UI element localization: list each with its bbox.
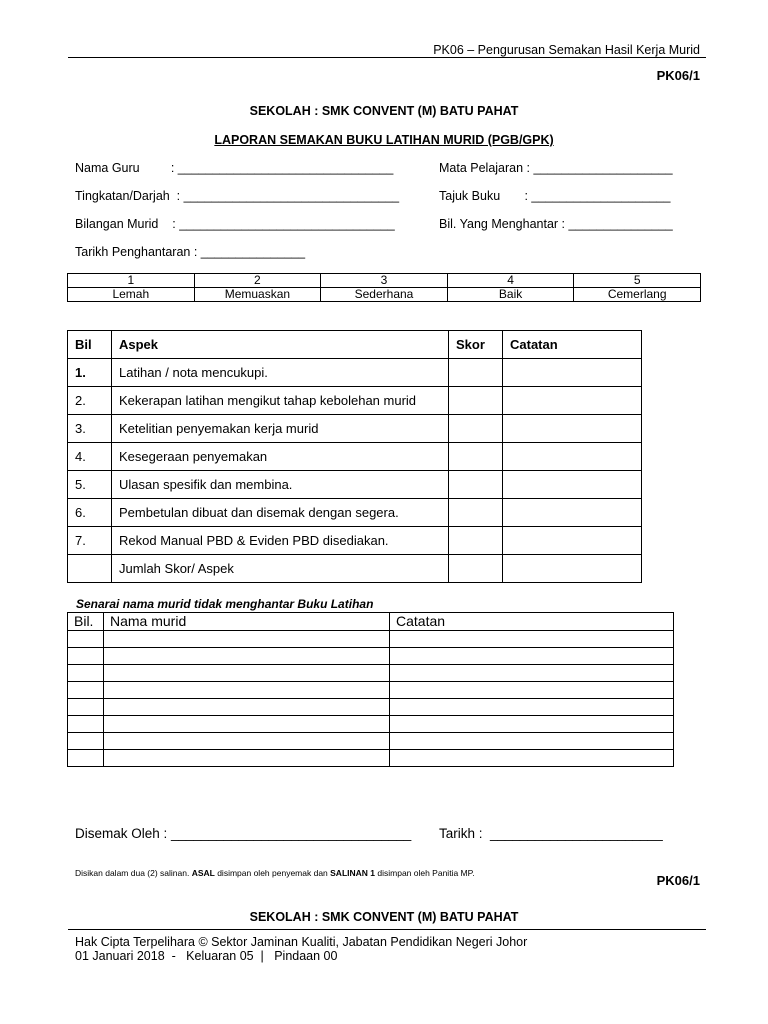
nama-cell[interactable]	[104, 648, 390, 665]
row-bil: 7.	[68, 527, 112, 555]
score-cell[interactable]	[449, 359, 503, 387]
col-header-bil: Bil	[68, 331, 112, 359]
total-catatan-cell[interactable]	[503, 555, 642, 583]
report-title: LAPORAN SEMAKAN BUKU LATIHAN MURID (PGB/GPK)	[214, 133, 554, 147]
catatan-cell[interactable]	[503, 471, 642, 499]
table-row	[68, 527, 642, 555]
catatan-cell[interactable]	[390, 750, 674, 767]
bil-cell[interactable]	[68, 699, 104, 716]
catatan-cell[interactable]	[390, 699, 674, 716]
students-header-row	[68, 613, 674, 631]
table-row	[68, 648, 674, 665]
note-text: Disikan dalam dua (2) salinan.	[75, 868, 192, 878]
nama-cell[interactable]	[104, 733, 390, 750]
disemak-oleh-field[interactable]: Disemak Oleh : ________________________________	[75, 826, 412, 841]
bil-cell[interactable]	[68, 665, 104, 682]
tajuk-buku-field[interactable]: Tajuk Buku : ____________________	[439, 189, 671, 203]
row-aspek: Ulasan spesifik dan membina.	[112, 471, 449, 499]
scale-number: 3	[321, 274, 448, 288]
row-bil: 1.	[68, 359, 112, 387]
score-cell[interactable]	[449, 527, 503, 555]
scale-label: Lemah	[68, 288, 195, 302]
table-row	[68, 499, 642, 527]
students-table	[67, 612, 674, 767]
catatan-cell[interactable]	[390, 682, 674, 699]
nama-cell[interactable]	[104, 716, 390, 733]
score-cell[interactable]	[449, 499, 503, 527]
note-asal: ASAL	[191, 868, 215, 878]
score-cell[interactable]	[449, 415, 503, 443]
nama-guru-field[interactable]: Nama Guru : _______________________________	[75, 161, 394, 175]
table-row	[68, 716, 674, 733]
bil-cell[interactable]	[68, 716, 104, 733]
table-row	[68, 387, 642, 415]
catatan-cell[interactable]	[503, 359, 642, 387]
release-info: 01 Januari 2018 - Keluaran 05 | Pindaan 00	[75, 949, 338, 963]
nama-cell[interactable]	[104, 631, 390, 648]
scale-number: 4	[447, 274, 574, 288]
catatan-cell[interactable]	[503, 499, 642, 527]
row-aspek: Rekod Manual PBD & Eviden PBD disediakan.	[112, 527, 449, 555]
bil-cell[interactable]	[68, 648, 104, 665]
form-code: PK06/1	[656, 68, 700, 83]
col-header-bil: Bil.	[68, 613, 104, 631]
tarikh-penghantaran-field[interactable]: Tarikh Penghantaran : _______________	[75, 245, 306, 259]
note-text: disimpan oleh Panitia MP.	[375, 868, 475, 878]
row-aspek: Pembetulan dibuat dan disemak dengan segera.	[112, 499, 449, 527]
total-label: Jumlah Skor/ Aspek	[112, 555, 449, 583]
nama-cell[interactable]	[104, 699, 390, 716]
table-row	[68, 415, 642, 443]
bil-cell[interactable]	[68, 682, 104, 699]
row-bil: 6.	[68, 499, 112, 527]
col-header-catatan: Catatan	[503, 331, 642, 359]
bil-menghantar-field[interactable]: Bil. Yang Menghantar : _______________	[439, 217, 673, 231]
score-cell[interactable]	[449, 443, 503, 471]
table-row	[68, 699, 674, 716]
table-row	[68, 733, 674, 750]
catatan-cell[interactable]	[390, 665, 674, 682]
score-cell[interactable]	[449, 387, 503, 415]
catatan-cell[interactable]	[503, 527, 642, 555]
total-row	[68, 555, 642, 583]
row-bil: 4.	[68, 443, 112, 471]
rating-scale-table	[67, 273, 701, 302]
bil-cell[interactable]	[68, 631, 104, 648]
catatan-cell[interactable]	[390, 733, 674, 750]
row-bil: 2.	[68, 387, 112, 415]
table-row	[68, 631, 674, 648]
note-text: disimpan oleh penyemak dan	[214, 868, 331, 878]
nama-cell[interactable]	[104, 665, 390, 682]
bil-cell[interactable]	[68, 750, 104, 767]
nama-cell[interactable]	[104, 682, 390, 699]
scale-label: Baik	[447, 288, 574, 302]
catatan-cell[interactable]	[503, 387, 642, 415]
school-name: SEKOLAH : SMK CONVENT (M) BATU PAHAT	[249, 104, 519, 118]
bilangan-murid-field[interactable]: Bilangan Murid : _______________________________	[75, 217, 395, 231]
footer-divider	[68, 929, 706, 930]
bil-cell[interactable]	[68, 733, 104, 750]
tingkatan-field[interactable]: Tingkatan/Darjah : _______________________________	[75, 189, 400, 203]
table-row	[68, 665, 674, 682]
tarikh-field[interactable]: Tarikh : _______________________	[439, 826, 663, 841]
table-row	[68, 682, 674, 699]
scale-number: 5	[574, 274, 701, 288]
table-row	[68, 359, 642, 387]
aspects-table	[67, 330, 642, 583]
aspects-header-row	[68, 331, 642, 359]
footer-form-code: PK06/1	[656, 873, 700, 888]
catatan-cell[interactable]	[503, 443, 642, 471]
score-cell[interactable]	[449, 471, 503, 499]
row-bil: 3.	[68, 415, 112, 443]
students-table-caption: Senarai nama murid tidak menghantar Buku Latihan	[76, 597, 374, 611]
col-header-skor: Skor	[449, 331, 503, 359]
row-aspek: Kesegeraan penyemakan	[112, 443, 449, 471]
copies-note	[75, 868, 475, 878]
row-bil	[68, 555, 112, 583]
document-header-title: PK06 – Pengurusan Semakan Hasil Kerja Murid	[433, 43, 700, 57]
nama-cell[interactable]	[104, 750, 390, 767]
table-row	[68, 750, 674, 767]
col-header-aspek: Aspek	[112, 331, 449, 359]
footer-school-name: SEKOLAH : SMK CONVENT (M) BATU PAHAT	[249, 910, 519, 924]
table-row	[68, 443, 642, 471]
header-divider	[68, 57, 706, 58]
catatan-cell[interactable]	[390, 716, 674, 733]
catatan-cell[interactable]	[390, 648, 674, 665]
mata-pelajaran-field[interactable]: Mata Pelajaran : ____________________	[439, 161, 673, 175]
catatan-cell[interactable]	[390, 631, 674, 648]
row-aspek: Kekerapan latihan mengikut tahap kebolehan murid	[112, 387, 449, 415]
scale-number: 2	[194, 274, 321, 288]
row-aspek: Latihan / nota mencukupi.	[112, 359, 449, 387]
catatan-cell[interactable]	[503, 415, 642, 443]
total-score-cell[interactable]	[449, 555, 503, 583]
table-row	[68, 471, 642, 499]
note-salinan: SALINAN 1	[330, 868, 376, 878]
copyright-text: Hak Cipta Terpelihara © Sektor Jaminan Kualiti, Jabatan Pendidikan Negeri Johor	[75, 935, 528, 949]
scale-label: Cemerlang	[574, 288, 701, 302]
col-header-catatan: Catatan	[390, 613, 674, 631]
col-header-nama-murid: Nama murid	[104, 613, 390, 631]
scale-number: 1	[68, 274, 195, 288]
row-aspek: Ketelitian penyemakan kerja murid	[112, 415, 449, 443]
row-bil: 5.	[68, 471, 112, 499]
scale-label: Memuaskan	[194, 288, 321, 302]
scale-label: Sederhana	[321, 288, 448, 302]
